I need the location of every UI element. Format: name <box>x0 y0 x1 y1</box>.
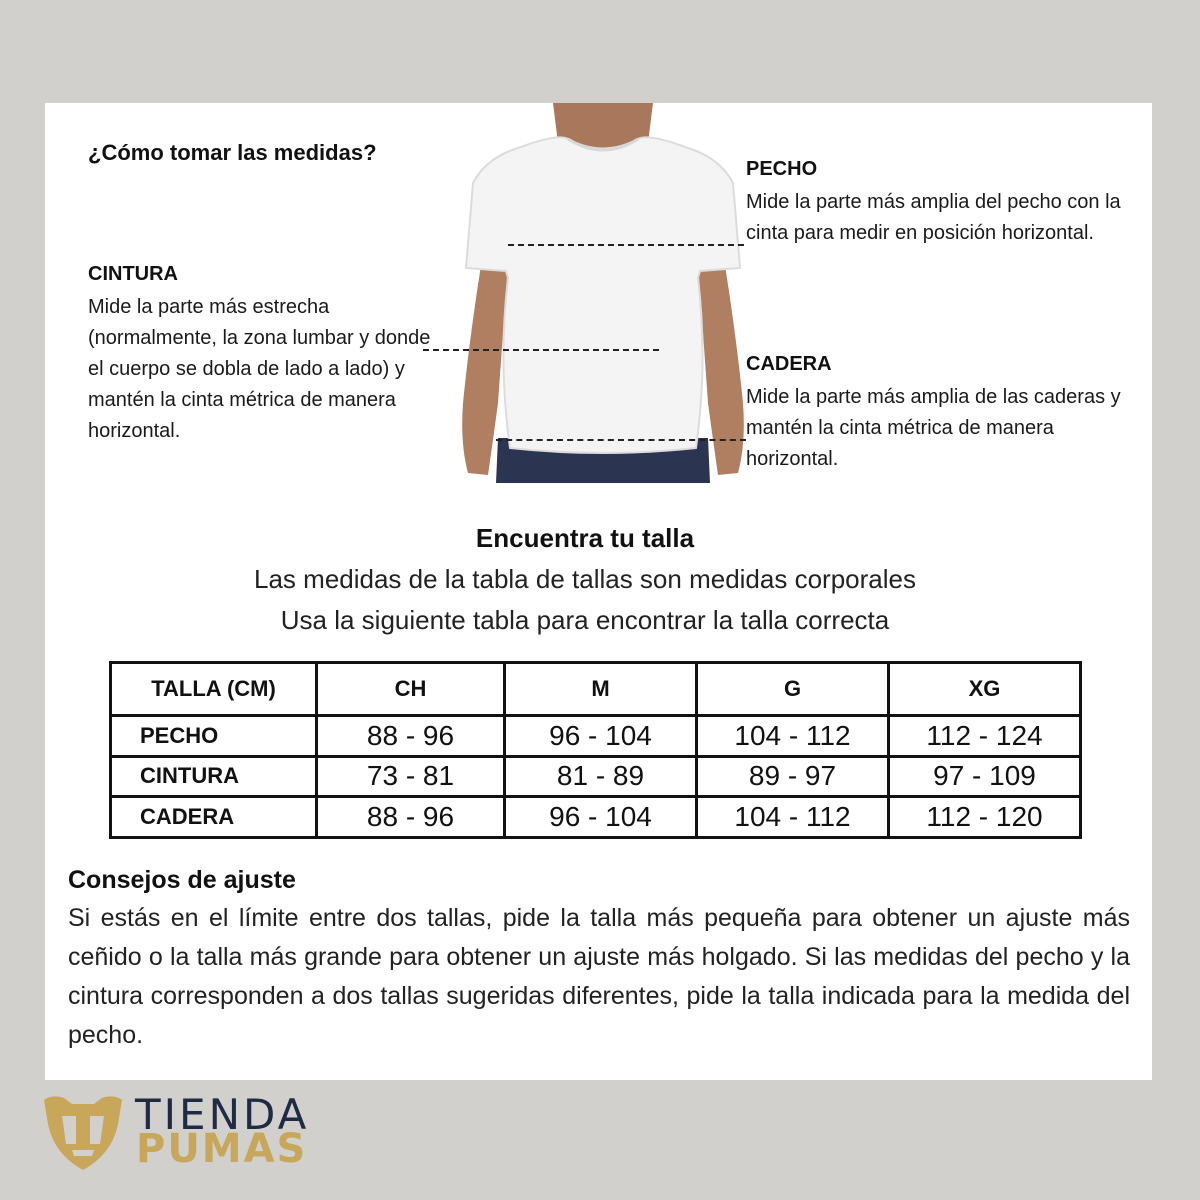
row-label: CINTURA <box>111 756 317 797</box>
pumas-shield-icon <box>42 1094 124 1170</box>
size-guide-card <box>45 103 1152 1080</box>
find-size-subtitle-2: Usa la siguiente tabla para encontrar la talla correcta <box>280 605 890 635</box>
cadera-title: CADERA <box>746 353 832 375</box>
row-label: PECHO <box>111 716 317 757</box>
table-row <box>111 797 1081 838</box>
pecho-title: PECHO <box>746 158 818 180</box>
pecho-guide-line <box>508 244 744 246</box>
brand-name-line-2: PUMAS <box>136 1126 308 1172</box>
table-header-cell: TALLA (CM) <box>111 663 317 716</box>
row-label: CADERA <box>111 797 317 838</box>
pecho-description: Mide la parte más amplia del pecho con la cinta para medir en posición horizontal. <box>746 191 1121 244</box>
size-table-header-row <box>111 663 1081 716</box>
table-cell: 104 - 112 <box>697 797 889 838</box>
pecho-section <box>746 158 1126 249</box>
fit-tips-section <box>68 866 1130 1055</box>
find-size-title: Encuentra tu talla <box>475 523 695 553</box>
table-cell: 73 - 81 <box>317 756 505 797</box>
table-cell: 112 - 120 <box>889 797 1081 838</box>
table-header-cell: XG <box>889 663 1081 716</box>
table-row <box>111 756 1081 797</box>
tshirt-model-illustration <box>458 103 748 483</box>
cintura-title: CINTURA <box>88 263 178 285</box>
table-header-cell: G <box>697 663 889 716</box>
table-cell: 112 - 124 <box>889 716 1081 757</box>
cintura-description: Mide la parte más estrecha (normalmente, la zona lumbar y donde el cuerpo se dobla de lado a lado) y mantén la cinta métrica de manera horizontal. <box>88 296 431 442</box>
cintura-guide-line <box>423 349 659 351</box>
fit-tips-body: Si estás en el límite entre dos tallas, pide la talla más pequeña para obtener un ajuste más ceñido o la talla más grande para obtener un ajuste más holgado. Si las medidas del pecho y la cintura corresponden a dos tallas sugeridas diferentes, pide la talla indicada para la medida del pecho. <box>68 904 1130 1049</box>
table-cell: 89 - 97 <box>697 756 889 797</box>
table-header-cell: CH <box>317 663 505 716</box>
table-cell: 104 - 112 <box>697 716 889 757</box>
cadera-section <box>746 353 1136 475</box>
how-to-measure-title: ¿Cómo tomar las medidas? <box>88 140 377 165</box>
find-size-subtitle-1: Las medidas de la tabla de tallas son medidas corporales <box>254 564 916 594</box>
cadera-guide-line <box>496 439 746 441</box>
cadera-description: Mide la parte más amplia de las caderas y mantén la cinta métrica de manera horizontal. <box>746 386 1121 470</box>
find-size-block <box>45 523 1125 636</box>
table-cell: 88 - 96 <box>317 797 505 838</box>
brand-name-line-1: TIENDA <box>135 1090 310 1139</box>
table-cell: 97 - 109 <box>889 756 1081 797</box>
table-header-cell: M <box>505 663 697 716</box>
cintura-section <box>88 263 438 447</box>
table-cell: 81 - 89 <box>505 756 697 797</box>
table-row <box>111 716 1081 757</box>
table-cell: 96 - 104 <box>505 797 697 838</box>
size-table <box>109 661 1082 839</box>
fit-tips-title: Consejos de ajuste <box>68 866 296 894</box>
table-cell: 96 - 104 <box>505 716 697 757</box>
table-cell: 88 - 96 <box>317 716 505 757</box>
